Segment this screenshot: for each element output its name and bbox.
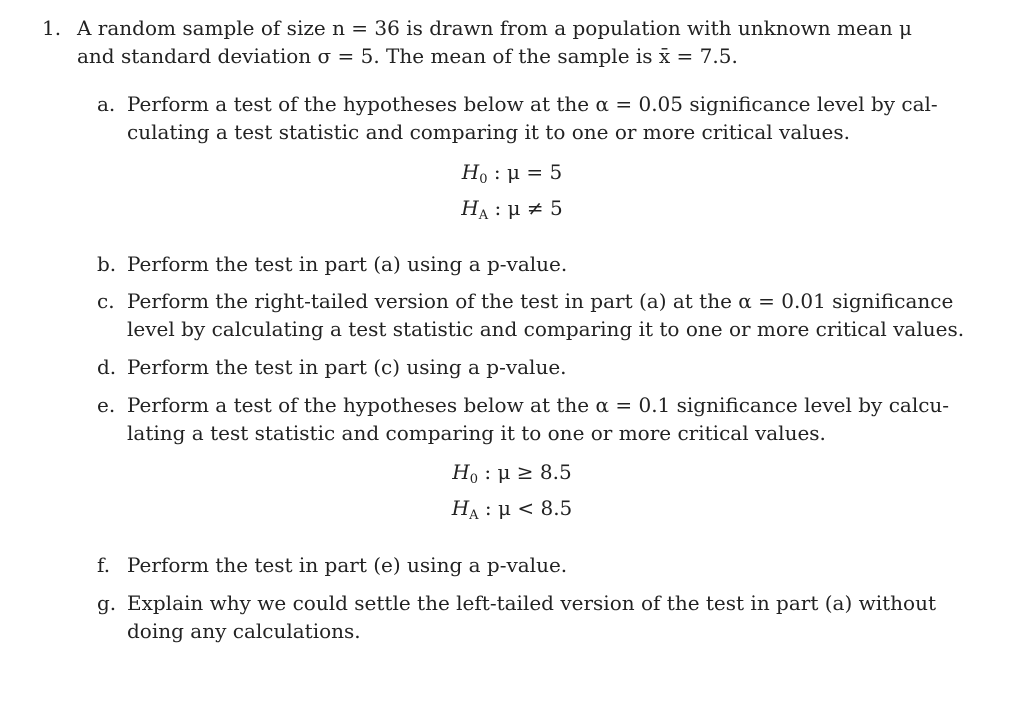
- part-e-label: e.: [97, 393, 116, 417]
- part-d-label: d.: [97, 355, 117, 379]
- part-a-null-hypothesis: [0, 158, 1024, 187]
- part-f-label: f.: [97, 553, 111, 577]
- ha-subscript: A: [469, 508, 479, 523]
- part-b-label: b.: [97, 252, 117, 276]
- ha-symbol: H: [451, 496, 470, 520]
- part-g-line-1: Explain why we could settle the left-tailed version of the test in part (a) without: [127, 591, 937, 615]
- problem-line-2: and standard deviation σ = 5. The mean of the sample is x̄ = 7.5.: [77, 44, 738, 68]
- part-a-alt-hypothesis: [0, 194, 1024, 223]
- part-f-line-1: Perform the test in part (e) using a p-value.: [127, 553, 568, 577]
- h0-symbol: H: [452, 460, 470, 484]
- ha-expression: : μ ≠ 5: [488, 196, 563, 220]
- problem-number: 1.: [42, 16, 62, 40]
- part-g-label: g.: [97, 591, 117, 615]
- h0-expression: : μ ≥ 8.5: [478, 460, 572, 484]
- ha-subscript: A: [478, 208, 489, 223]
- part-c-line-2: level by calculating a test statistic and comparing it to one or more critical values.: [127, 317, 965, 341]
- part-c-label: c.: [97, 289, 115, 313]
- h0-expression: : μ = 5: [487, 160, 563, 184]
- part-a-label: a.: [97, 92, 116, 116]
- part-a-line-2: culating a test statistic and comparing it to one or more critical values.: [127, 120, 850, 144]
- part-e-line-1: Perform a test of the hypotheses below at the α = 0.1 significance level by calcu-: [127, 393, 950, 417]
- h0-symbol: H: [461, 160, 480, 184]
- part-b-line-1: Perform the test in part (a) using a p-value.: [127, 252, 568, 276]
- part-g-line-2: doing any calculations.: [127, 619, 361, 643]
- part-d-line-1: Perform the test in part (c) using a p-value.: [127, 355, 567, 379]
- h0-subscript: 0: [469, 472, 478, 487]
- ha-expression: : μ < 8.5: [478, 496, 573, 520]
- part-a-line-1: Perform a test of the hypotheses below at the α = 0.05 significance level by cal-: [127, 92, 938, 116]
- part-e-line-2: lating a test statistic and comparing it to one or more critical values.: [127, 421, 826, 445]
- problem-line-1: A random sample of size n = 36 is drawn from a population with unknown mean μ: [77, 16, 912, 40]
- part-c-line-1: Perform the right-tailed version of the test in part (a) at the α = 0.01 significance: [127, 289, 954, 313]
- ha-symbol: H: [461, 196, 479, 220]
- h0-subscript: 0: [479, 172, 488, 187]
- part-e-alt-hypothesis: [0, 494, 1024, 523]
- part-e-null-hypothesis: [0, 458, 1024, 487]
